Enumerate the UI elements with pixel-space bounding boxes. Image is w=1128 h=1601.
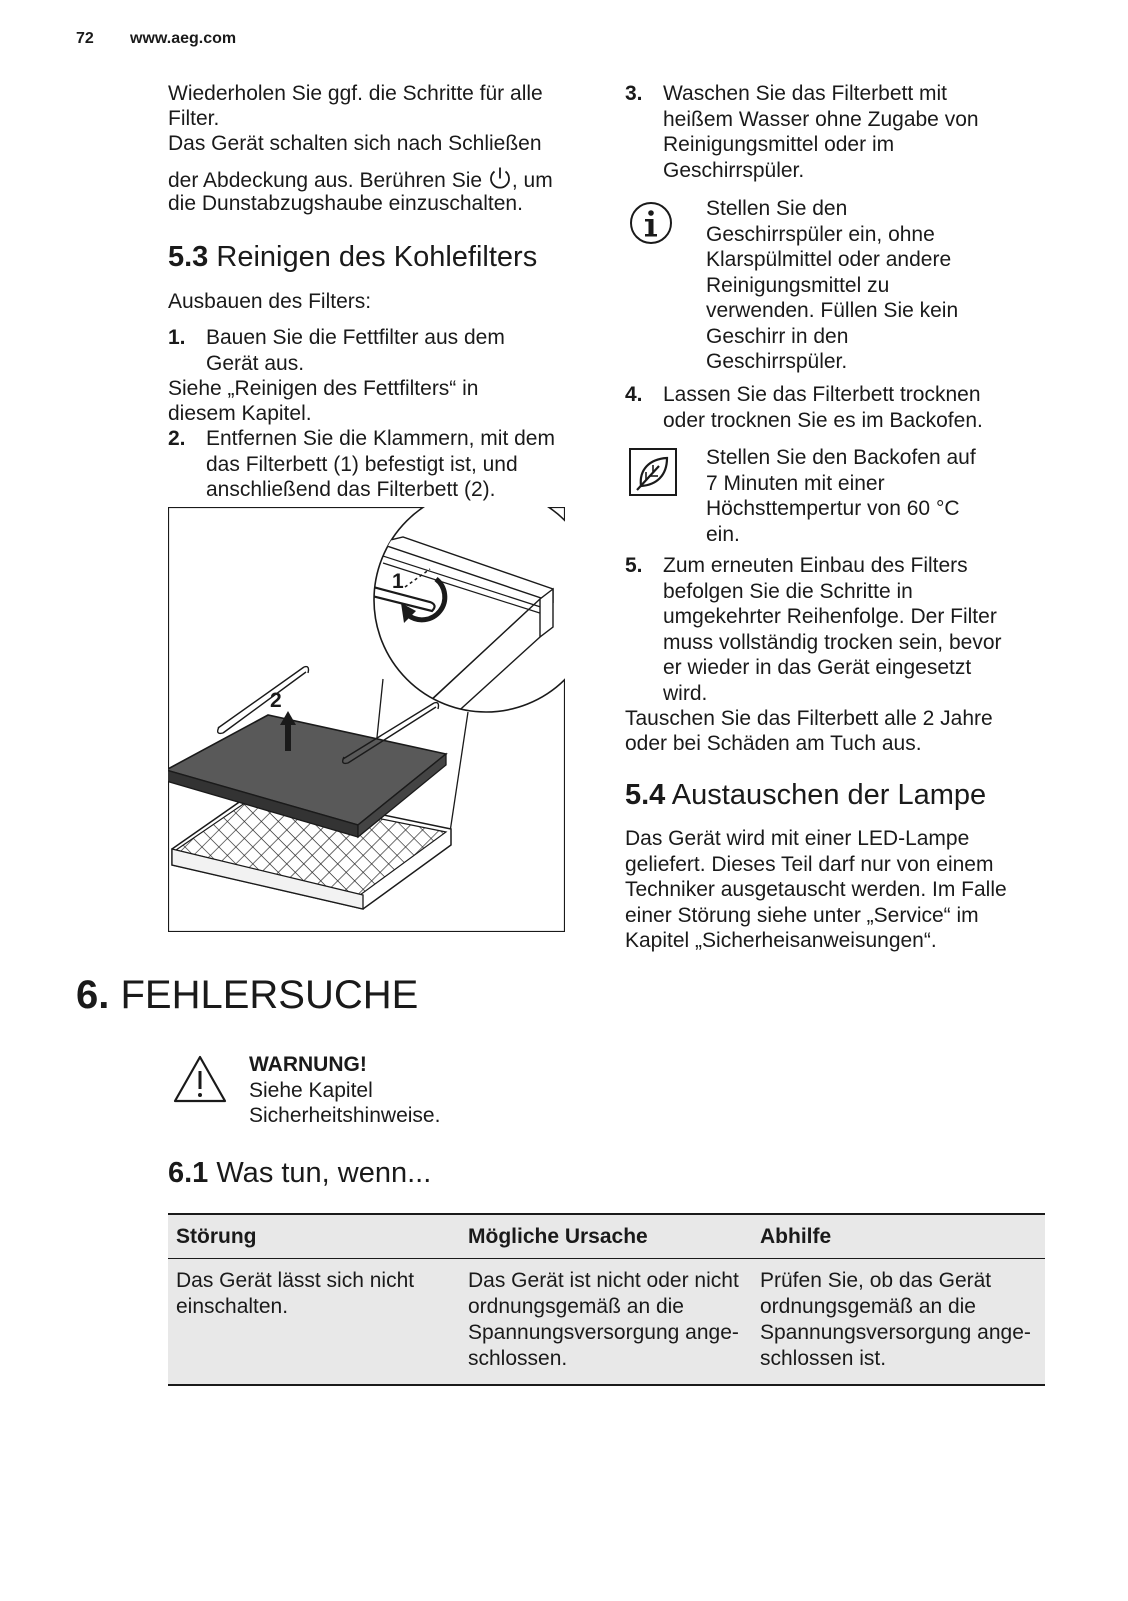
step-number: 1. — [168, 326, 186, 349]
note-text: Geschirrspüler. — [706, 350, 848, 373]
table-cell: Das Gerät ist nicht oder nicht ordnungsgemäß an die Spannungsversorgung ange-schlossen. — [460, 1259, 752, 1386]
intro-text: der Abdeckung aus. Berühren Sie — [168, 169, 488, 192]
eco-leaf-icon — [629, 448, 677, 496]
chapter-title: FEHLERSUCHE — [120, 973, 419, 1017]
lamp-text: Das Gerät wird mit einer LED-Lampe — [625, 827, 970, 850]
note-text: Geschirr in den — [706, 324, 849, 348]
step-text: oder trocknen Sie es im Backofen. — [663, 408, 983, 432]
replace-text: Tauschen Sie das Filterbett alle 2 Jahre — [625, 707, 993, 730]
column-header: Mögliche Ursache — [460, 1214, 752, 1259]
table-row — [168, 1259, 1045, 1386]
table-cell: Prüfen Sie, ob das Gerät ordnungsgemäß an die Spannungsversorgung ange-schlossen ist. — [752, 1259, 1045, 1386]
step-number: 4. — [625, 383, 643, 406]
troubleshooting-table — [168, 1213, 1045, 1386]
figure-label-1: 1 — [392, 570, 404, 593]
power-icon — [488, 166, 512, 190]
warning-text: Sicherheitshinweise. — [249, 1104, 441, 1127]
step-number: 5. — [625, 554, 643, 577]
step-1-reference: diesem Kapitel. — [168, 402, 312, 425]
step-number: 2. — [168, 427, 186, 450]
section-number: 5.3 — [168, 241, 209, 273]
step-text: wird. — [663, 681, 708, 705]
note-text: 7 Minuten mit einer — [706, 471, 885, 495]
section-title: Was tun, wenn... — [216, 1157, 432, 1189]
intro-line: Das Gerät schalten sich nach Schließen — [168, 132, 542, 155]
column-header: Abhilfe — [752, 1214, 1045, 1259]
step-text: umgekehrter Reihenfolge. Der Filter — [663, 605, 997, 628]
site-url[interactable]: www.aeg.com — [130, 30, 237, 47]
note-text: Stellen Sie den — [706, 197, 848, 220]
step-text: anschließend das Filterbett (2). — [206, 478, 496, 501]
intro-text: , um — [511, 169, 553, 192]
warning-block — [249, 1052, 440, 1129]
lamp-text: einer Störung siehe unter „Service“ im — [625, 903, 979, 927]
step-text: Entfernen Sie die Klammern, mit dem — [206, 427, 555, 450]
step-text: heißem Wasser ohne Zugabe von — [663, 107, 979, 131]
step-text: befolgen Sie die Schritte in — [663, 579, 913, 603]
step-text: Geschirrspüler. — [663, 158, 805, 182]
section-heading-5-4 — [625, 778, 986, 812]
step-text: Lassen Sie das Filterbett trocknen — [663, 383, 981, 406]
lamp-paragraph — [625, 826, 1045, 954]
column-header: Störung — [168, 1214, 460, 1259]
section-number: 5.4 — [625, 779, 666, 811]
chapter-heading — [76, 972, 418, 1018]
note-text: verwenden. Füllen Sie kein — [706, 299, 959, 322]
table-cell: Das Gerät lässt sich nicht einschalten. — [168, 1259, 460, 1386]
info-icon — [629, 201, 673, 245]
step-text: Zum erneuten Einbau des Filters — [663, 554, 968, 577]
note-text: Reinigungsmittel zu — [706, 273, 890, 297]
intro-line: Filter. — [168, 107, 220, 130]
note-text: ein. — [706, 522, 740, 546]
step-text: Waschen Sie das Filterbett mit — [663, 82, 947, 105]
section-number: 6.1 — [168, 1157, 209, 1189]
lamp-text: Techniker ausgetauscht werden. Im Falle — [625, 878, 1007, 901]
intro-line — [168, 166, 553, 194]
intro-line: die Dunstabzugshaube einzuschalten. — [168, 192, 523, 215]
removal-label: Ausbauen des Filters: — [168, 290, 372, 313]
step-text: er wieder in das Gerät eingesetzt — [663, 656, 972, 679]
section-heading-6-1 — [168, 1156, 431, 1190]
section-title: Reinigen des Kohlefilters — [216, 241, 538, 273]
step-text: muss vollständig trocken sein, bevor — [663, 630, 1002, 654]
filter-removal-figure — [168, 507, 565, 932]
replace-text: oder bei Schäden am Tuch aus. — [625, 732, 922, 755]
step-text: Gerät aus. — [206, 351, 305, 375]
step-text: Reinigungsmittel oder im — [663, 133, 895, 156]
note-text: Höchsttempertur von 60 °C — [706, 497, 960, 520]
intro-line: Wiederholen Sie ggf. die Schritte für alle — [168, 82, 543, 105]
warning-text: Siehe Kapitel — [249, 1078, 373, 1102]
note-text: Geschirrspüler ein, ohne — [706, 222, 935, 246]
lamp-text: Kapitel „Sicherheisanweisungen“. — [625, 929, 937, 952]
note-text: Stellen Sie den Backofen auf — [706, 446, 976, 469]
page-number: 72 — [76, 30, 94, 47]
chapter-number: 6. — [76, 973, 110, 1017]
section-heading-5-3 — [168, 240, 537, 274]
note-text: Klarspülmittel oder andere — [706, 248, 952, 271]
eco-note — [706, 445, 1026, 547]
warning-triangle-icon — [172, 1054, 228, 1104]
table-header-row — [168, 1214, 1045, 1259]
figure-label-2: 2 — [270, 689, 282, 712]
lamp-text: geliefert. Dieses Teil darf nur von einem — [625, 852, 994, 876]
warning-title: WARNUNG! — [249, 1053, 367, 1076]
step-1-reference: Siehe „Reinigen des Fettfilters“ in — [168, 377, 479, 400]
step-number: 3. — [625, 82, 643, 105]
section-title: Austauschen der Lampe — [671, 779, 987, 811]
step-text: das Filterbett (1) befestigt ist, und — [206, 452, 518, 476]
step-text: Bauen Sie die Fettfilter aus dem — [206, 326, 505, 349]
info-note — [706, 196, 1006, 375]
